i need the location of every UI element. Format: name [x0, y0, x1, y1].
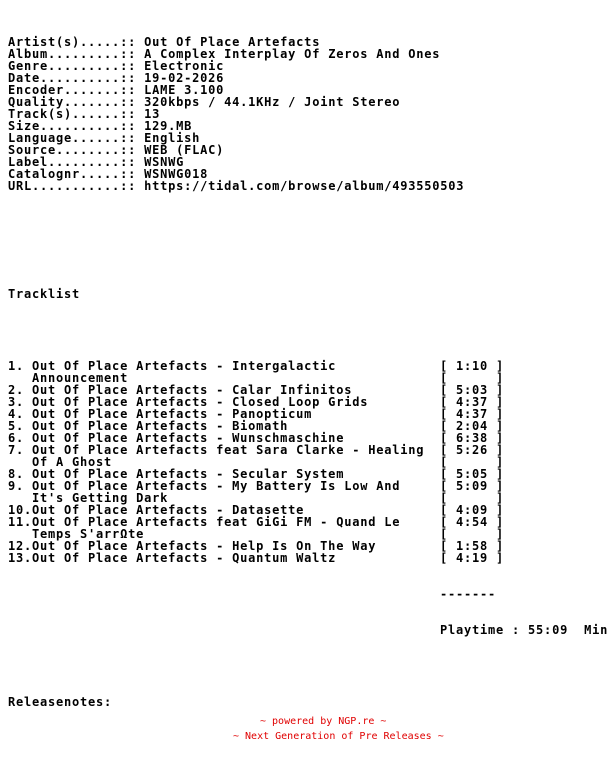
info-value: A Complex Interplay Of Zeros And Ones — [144, 47, 441, 61]
footer-tagline: ~ Next Generation of Pre Releases ~ — [233, 731, 444, 742]
track-number: 8. — [8, 467, 33, 481]
blank-line — [8, 252, 608, 264]
info-label: Size..........:: — [8, 119, 137, 133]
track-number: 3. — [8, 395, 33, 409]
track-title-continued: It's Getting Dark — [32, 491, 169, 505]
tracklist-heading: Tracklist — [8, 287, 81, 301]
track-title-continued: Announcement — [32, 371, 129, 385]
track-duration: [ 1:58 ] — [440, 539, 505, 553]
tracklist — [8, 360, 608, 564]
track-number: 9. — [8, 479, 33, 493]
blank-line — [8, 216, 608, 228]
track-number: 5. — [8, 419, 33, 433]
info-value: https://tidal.com/browse/album/493550503 — [144, 179, 465, 193]
info-label: Label.........:: — [8, 155, 137, 169]
releasenotes-heading: Releasenotes: — [8, 695, 113, 709]
track-title: Out Of Place Artefacts - My Battery Is Low And — [32, 479, 401, 493]
playtime-rule — [8, 588, 608, 600]
track-title: Out Of Place Artefacts feat GiGi FM - Quand Le — [32, 515, 401, 529]
track-number: 12. — [8, 539, 33, 553]
blank-line — [8, 324, 608, 336]
info-label: Genre.........:: — [8, 59, 137, 73]
info-label: Language......:: — [8, 131, 137, 145]
track-duration: [ 2:04 ] — [440, 419, 505, 433]
track-title: Out Of Place Artefacts feat Sara Clarke - Healing — [32, 443, 425, 457]
track-title: Out Of Place Artefacts - Quantum Waltz — [32, 551, 337, 565]
info-value: 13 — [144, 107, 161, 121]
track-title: Out Of Place Artefacts - Help Is On The Way — [32, 539, 377, 553]
footer-powered-by: ~ powered by NGP.re ~ — [260, 716, 387, 727]
track-title: Out Of Place Artefacts - Panopticum — [32, 407, 313, 421]
info-value: 129.MB — [144, 119, 193, 133]
track-title: Out Of Place Artefacts - Closed Loop Grids — [32, 395, 369, 409]
track-duration: [ 5:05 ] — [440, 467, 505, 481]
info-label: Quality.......:: — [8, 95, 137, 109]
info-value: English — [144, 131, 201, 145]
track-title: Out Of Place Artefacts - Intergalactic — [32, 359, 337, 373]
track-title: Out Of Place Artefacts - Biomath — [32, 419, 289, 433]
nfo-text — [8, 12, 608, 720]
track-number: 6. — [8, 431, 33, 445]
track-title: Out Of Place Artefacts - Calar Infinitos — [32, 383, 353, 397]
total-rule: ------- — [440, 587, 497, 601]
track-duration: [ ] — [440, 491, 505, 505]
playtime: Playtime : 55:09 Min — [440, 623, 609, 637]
track-duration: [ 5:09 ] — [440, 479, 505, 493]
info-label: Catalognr.....:: — [8, 167, 137, 181]
track-number: 7. — [8, 443, 33, 457]
info-label: Album.........:: — [8, 47, 137, 61]
info-value: LAME 3.100 — [144, 83, 225, 97]
track-duration: [ 5:26 ] — [440, 443, 505, 457]
track-number: 13. — [8, 551, 33, 565]
info-value: Out Of Place Artefacts — [144, 35, 321, 49]
info-label: URL...........:: — [8, 179, 137, 193]
blank-line — [8, 660, 608, 672]
info-value: WEB (FLAC) — [144, 143, 225, 157]
info-label: Date..........:: — [8, 71, 137, 85]
track-duration: [ 4:09 ] — [440, 503, 505, 517]
track-duration: [ 4:54 ] — [440, 515, 505, 529]
info-label: Source........:: — [8, 143, 137, 157]
track-duration: [ 6:38 ] — [440, 431, 505, 445]
info-value: 320kbps / 44.1KHz / Joint Stereo — [144, 95, 401, 109]
track-title: Out Of Place Artefacts - Wunschmaschine — [32, 431, 345, 445]
track-duration: [ 1:10 ] — [440, 359, 505, 373]
track-number: 10. — [8, 503, 33, 517]
track-number: 1. — [8, 359, 33, 373]
info-label: Encoder.......:: — [8, 83, 137, 97]
track-duration: [ ] — [440, 527, 505, 541]
track-title-continued: Temps S'arrΩte — [32, 527, 145, 541]
track-title-continued: Of A Ghost — [32, 455, 113, 469]
playtime-line — [8, 624, 608, 636]
track-title: Out Of Place Artefacts - Secular System — [32, 467, 345, 481]
track-duration: [ 4:37 ] — [440, 407, 505, 421]
info-label: Track(s)......:: — [8, 107, 137, 121]
info-row — [8, 180, 608, 192]
track-row — [8, 552, 608, 564]
info-value: WSNWG — [144, 155, 185, 169]
info-value: Electronic — [144, 59, 225, 73]
info-value: 19-02-2026 — [144, 71, 225, 85]
track-number: 11. — [8, 515, 33, 529]
track-number: 2. — [8, 383, 33, 397]
info-label: Artist(s).....:: — [8, 35, 137, 49]
track-duration: [ 4:19 ] — [440, 551, 505, 565]
info-value: WSNWG018 — [144, 167, 209, 181]
track-duration: [ 5:03 ] — [440, 383, 505, 397]
track-number: 4. — [8, 407, 33, 421]
release-info — [8, 36, 608, 192]
track-duration: [ ] — [440, 455, 505, 469]
track-duration: [ ] — [440, 371, 505, 385]
track-duration: [ 4:37 ] — [440, 395, 505, 409]
track-title: Out Of Place Artefacts - Datasette — [32, 503, 305, 517]
